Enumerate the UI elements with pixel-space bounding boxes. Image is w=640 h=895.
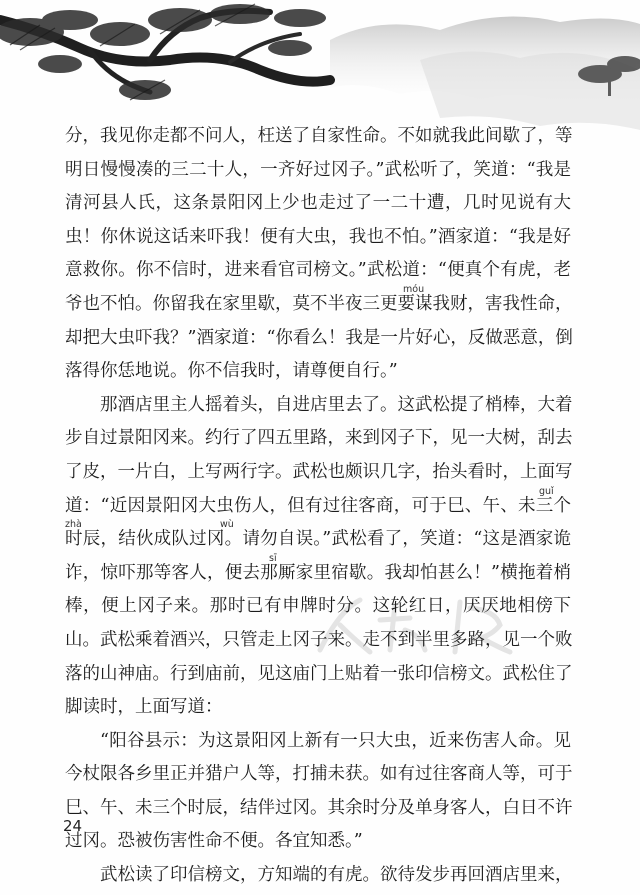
text-line — [65, 485, 571, 524]
text-line: 脚读时，上面写道： — [65, 697, 223, 718]
text-line: 棒，便上冈子来。那时已有申牌时分。这轮红日，厌厌地相傍下 — [65, 596, 571, 617]
text-line: 却把大虫吓我？”酒家道：“你看么！我是一片好心，反做恶意，倒 — [65, 327, 573, 348]
text-line: 巳、午、未三个时辰，结伴过冈。其余时分及单身客人，白日不许 — [65, 797, 573, 818]
story-text — [65, 120, 571, 893]
pinyin-annotation: zhà — [65, 519, 82, 531]
text-line: 明日慢慢凑的三二十人，一齐好过冈子。”武松听了，笑道：“我是 — [65, 159, 571, 180]
mist-cloud — [420, 51, 640, 130]
text-line: 步自过景阳冈来。约行了四五里路，来到冈子下，见一大树，刮去 — [65, 428, 573, 449]
text-line-content: 道：“近因景阳冈大虫伤人，但有过往客商，可于巳、午、未三个 — [65, 495, 571, 516]
text-line: 过冈。恐被伤害性命不便。各宜知悉。” — [65, 831, 363, 852]
text-line — [65, 519, 571, 557]
ink-wash-pine-and-clouds — [0, 0, 640, 140]
text-line: 分，我见你走都不问人，枉送了自家性命。不如就我此间歇了，等 — [65, 126, 573, 146]
text-line: 武松读了印信榜文，方知端的有虎。欲待发步再回酒店里来， — [100, 865, 573, 886]
text-line — [65, 552, 571, 591]
text-line: 那酒店里主人摇着头，自进店里去了。这武松提了梢棒，大着 — [100, 394, 573, 415]
text-line — [65, 283, 573, 322]
page-number: 24 — [63, 817, 83, 835]
text-line-content: 时辰，结伙成队过冈。请勿自误。”武松看了，笑道：“这是酒家诡 — [65, 529, 571, 550]
text-line: 今杖限各乡里正并猎户人等，打捕未获。如有过往客商人等，可于 — [65, 764, 573, 785]
pinyin-annotation: guǐ — [539, 485, 554, 497]
text-line: “阳谷县示：为这景阳冈上新有一只大虫，近来伤害人命。见 — [100, 730, 571, 751]
pine-needles — [0, 4, 326, 100]
text-line-content: 爷也不怕。你留我在家里歇，莫不半夜三更要谋我财，害我性命， — [65, 293, 573, 314]
pinyin-annotation: wù — [220, 519, 234, 531]
text-line: 虫！你休说这话来吓我！便有大虫，我也不怕。”酒家道：“我是好 — [65, 226, 571, 247]
text-line: 山。武松乘着酒兴，只管走上冈子来。走不到半里多路，见一个败 — [65, 629, 573, 650]
text-line: 清河县人氏，这条景阳冈上少也走过了一二十遭，几时见说有大 — [65, 193, 571, 214]
text-line-content: 诈，惊吓那等客人，便去那厮家里宿歇。我却怕甚么！”横拖着梢 — [65, 562, 571, 583]
text-line: 意救你。你不信时，进来看官司榜文。”武松道：“便真个有虎，老 — [65, 260, 571, 281]
pinyin-annotation: móu — [403, 283, 425, 295]
text-line: 落得你恁地说。你不信我时，请尊便自行。” — [65, 361, 398, 382]
pinyin-annotation: sī — [269, 552, 277, 564]
text-line: 了皮，一片白，上写两行字。武松也颇识几字，抬头看时，上面写 — [65, 461, 573, 482]
text-line: 落的山神庙。行到庙前，见这庙门上贴着一张印信榜文。武松住了 — [65, 663, 573, 684]
